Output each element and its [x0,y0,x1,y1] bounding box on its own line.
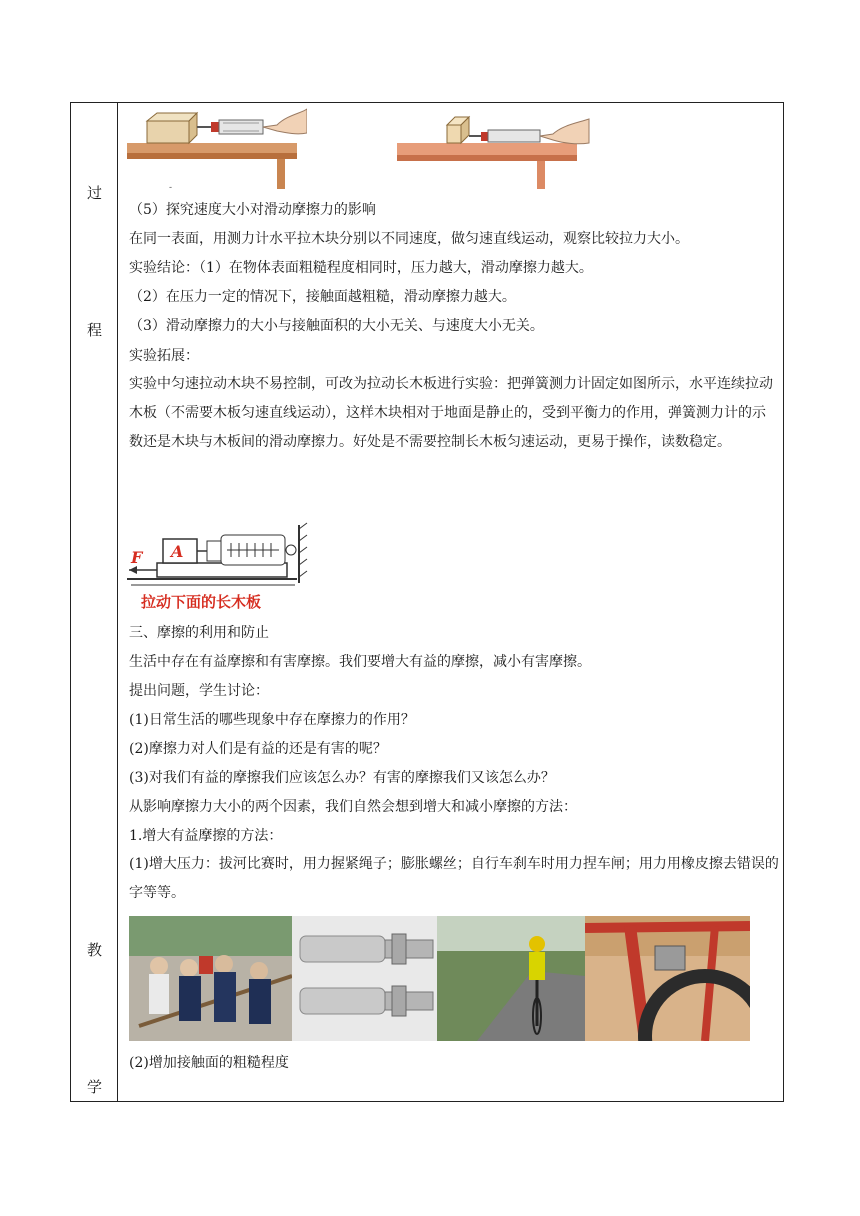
text-line-1: （5）探究速度大小对滑动摩擦力的影响 [129,202,376,218]
text-line-2: 在同一表面，用测力计水平拉木块分别以不同速度，做匀速直线运动，观察比较拉力大小。 [129,231,689,247]
block-label: A [171,542,184,561]
tug-of-war-photo [129,916,292,1041]
question-1: (1)日常生活的哪些现象中存在摩擦力的作用？ [129,712,415,728]
cyclist-photo [437,916,585,1041]
text-line-13: 从影响摩擦力大小的两个因素，我们自然会想到增大和减小摩擦的方法： [129,799,577,815]
expansion-bolt-photo [292,916,437,1041]
side-label-guo: 过 [86,184,102,202]
expansion-paragraph: 实验中匀速拉动木块不易控制，可改为拉动长木板进行实验：把弹簧测力计固定如图所示，水平连续拉动木板（不需要木板匀速直线运动），这样木块相对于地面是静止的，受到平衡力的作用，弹簧测力计的示数还是木块与木板间的滑动摩擦力。好处是不需要控制长木板匀速运动，更易于操作，读数稳定。 [129,376,773,450]
bike-brake-photo [585,916,750,1041]
figure-caption: 拉动下面的长木板 [141,593,262,611]
text-line-4: （2）在压力一定的情况下，接触面越粗糙，滑动摩擦力越大。 [129,289,516,305]
force-label: F [131,548,143,567]
experiment-figure-large-face [127,103,307,189]
text-line-9: 提出问题，学生讨论： [129,683,269,699]
side-label-jiao: 教 [86,941,102,959]
text-line-3: 实验结论：（1）在物体表面粗糙程度相同时，压力越大，滑动摩擦力越大。 [129,260,593,276]
experiment-figure-small-face [397,103,597,189]
text-line-5: （3）滑动摩擦力的大小与接触面积的大小无关、与速度大小无关。 [129,318,544,334]
board-pull-diagram [127,495,317,613]
question-3: (3)对我们有益的摩擦我们应该怎么办？有害的摩擦我们又该怎么办？ [129,770,555,786]
lesson-table [70,102,784,1102]
section-heading: 三、摩擦的利用和防止 [129,625,269,641]
increase-pressure-paragraph: (1)增大压力：拔河比赛时，用力握紧绳子；膨胀螺丝；自行车刹车时用力捏车闸；用力用橡皮擦去错误的字等等。 [129,856,779,901]
text-line-14: 1.增大有益摩擦的方法： [129,828,283,844]
question-2: (2)摩擦力对人们是有益的还是有害的呢？ [129,741,387,757]
content-cell: - （5）探究速度大小对滑动摩擦力的影响 在同一表面，用测力计水平拉木块分别以不同速度，做匀速直线运动，观察比较拉力大小。 实验结论：（1）在物体表面粗糙程度相同时，压力越大，滑动摩擦力越大。 （2）在压力一定的情况下，接触面越粗糙，滑动摩擦力越大。 （3）滑动摩擦力的大小与接触面积的大小无关、与速度大小无关。 实验拓展： 实验中匀速拉动木块不易控制，可改为拉动长木板进行实验：把弹簧测力计固定如图所示，水平连续拉动木板（不需要木板匀速直线运动），这样木块相对于地面是静止的，受到平衡力的作用，弹簧测力计的示数还是木块与木板间的滑动摩擦力。好处是不需要控制长木板匀速运动，更易于操作，读数稳定。 F A 拉动下面的长木板 三、摩擦的利用和防止 生活中存在有益摩擦和有害摩擦。我们要增大有益的摩擦，减小有害摩擦。 提出问题，学生讨论： (1)日常生活的哪些现象中存在摩擦力的作用？ (2)摩擦力对人们是有益的还是有害的呢？ (3)对我们有益的摩擦我们应该怎么办？有害的摩擦我们又该怎么办？ 从影响摩擦力大小的两个因素，我们自然会想到增大和减小摩擦的方法： 1.增大有益摩擦的方法： (1)增大压力：拔河比赛时，用力握紧绳子；膨胀螺丝；自行车刹车时用力捏车闸；用力用橡皮擦去错误的字等等。 (2)增加接触面的粗糙程度 [119,103,783,1101]
text-line-6: 实验拓展： [129,348,199,364]
side-label-cheng: 程 [86,321,102,339]
stage-column [71,103,118,1101]
text-line-15: (2)增加接触面的粗糙程度 [129,1055,289,1071]
side-label-xue: 学 [86,1078,102,1096]
text-line-8: 生活中存在有益摩擦和有害摩擦。我们要增大有益的摩擦，减小有害摩擦。 [129,654,591,670]
